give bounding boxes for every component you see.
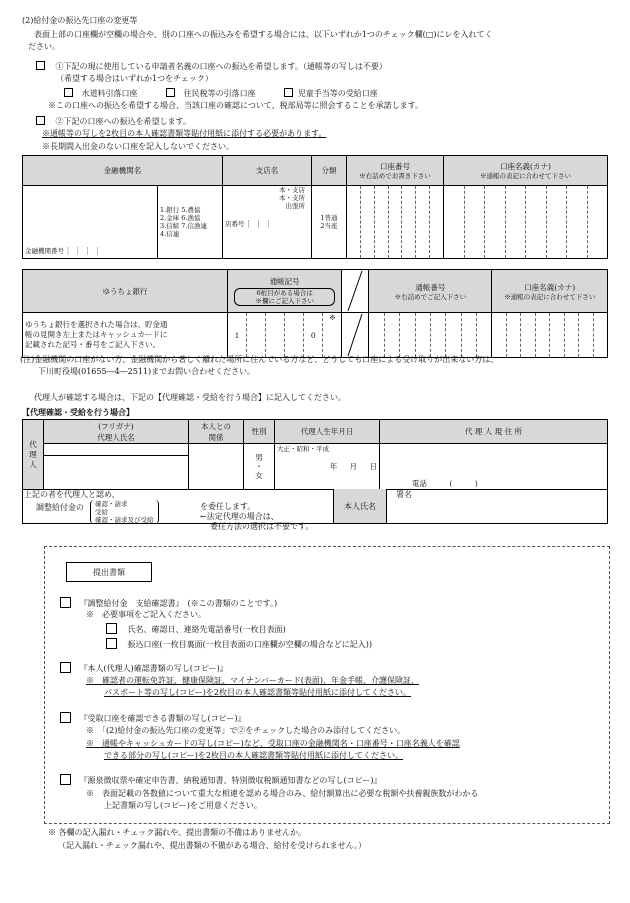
signature-field[interactable] xyxy=(386,489,606,523)
kigo-hint-1: 6桁目がある場合は xyxy=(256,288,313,297)
diagonal-line-2 xyxy=(342,313,368,357)
digit-box[interactable] xyxy=(431,313,446,357)
account-number-title: 口座番号 xyxy=(380,162,410,171)
class-cell[interactable] xyxy=(312,186,347,259)
delegate-both[interactable]: 確認・請求及び受給 xyxy=(95,516,154,524)
account-number-cell[interactable] xyxy=(347,186,444,259)
digit-box[interactable] xyxy=(477,313,491,357)
bank-name-header: 金融機関名 xyxy=(23,156,223,186)
kana-box[interactable] xyxy=(588,186,608,258)
kana-box[interactable] xyxy=(579,313,593,357)
choice-water-label: 水道料引落口座 xyxy=(81,89,138,98)
kana-box[interactable] xyxy=(521,313,535,357)
delegation-line-1: 上記の者を代理人と認め、 xyxy=(24,490,120,499)
delegation-options xyxy=(90,500,159,524)
branch-code-boxes: ┆┆┆ xyxy=(246,220,277,228)
option-1-row xyxy=(34,61,387,72)
agent-name-label: 代理人氏名 xyxy=(97,432,135,442)
doc-1-sub-2-row xyxy=(106,638,372,650)
kana-box[interactable] xyxy=(465,186,486,258)
yucho-holder-cell[interactable] xyxy=(492,313,608,358)
digit-box[interactable] xyxy=(446,313,461,357)
doc-4-note-1: ※ 表面記載の各数値について重大な相違を認める場合のみ、給付額算出に必要な税額や扶養親族数がわかる xyxy=(86,789,479,798)
branch-code-text: 店番号 xyxy=(225,220,245,228)
kana-box[interactable] xyxy=(567,186,588,258)
yucho-note-1: ゆうちょ銀行を選択された場合は、貯金通 xyxy=(25,320,168,329)
account-holder-header xyxy=(444,156,608,186)
yucho-header: ゆうちょ銀行 xyxy=(23,270,228,313)
agent-side-1: 代 xyxy=(29,439,37,449)
final-note-1: ※ 各欄の記入漏れ・チェック漏れや、提出書類の不備はありませんか。 xyxy=(48,828,307,837)
kana-box[interactable] xyxy=(565,313,579,357)
doc-1-sub-1-label: 氏名、確認日、連絡先電話番号(一枚目表面) xyxy=(127,625,286,634)
doc-1-title: 『調整給付金 支給確認書』 (※この書類のことです。) xyxy=(79,599,278,608)
kigo-digit-last: 0 xyxy=(304,313,323,357)
option-1-checkbox[interactable] xyxy=(36,61,45,70)
sex-separator: ・ xyxy=(255,462,263,471)
kana-box[interactable] xyxy=(550,313,564,357)
option-2-checkbox[interactable] xyxy=(36,116,45,125)
bank-kind-cell[interactable] xyxy=(158,186,223,259)
bank-code-boxes: ┆┆┆┆ xyxy=(66,247,106,255)
account-holder-cell[interactable] xyxy=(444,186,608,259)
choice-tax-checkbox[interactable] xyxy=(166,88,175,97)
doc-1-checkbox[interactable] xyxy=(60,597,71,608)
choice-tax-label: 住民税等の引落口座 xyxy=(183,89,256,98)
yucho-number-header xyxy=(369,270,492,313)
yucho-holder-header xyxy=(492,270,608,313)
kigo-digit[interactable] xyxy=(247,313,266,357)
delegation-right-2: ←法定代理の場合は、 xyxy=(200,512,279,521)
doc-1-sub-1-checkbox[interactable] xyxy=(106,623,117,634)
option-1-label: ①下記の現に使用している申請者名義の口座への振込を希望します。（通帳等の写しは不要） xyxy=(55,62,387,71)
agent-intro: 代理人が確認する場合は、下記の【代理確認・受給を行う場合】に記入してください。 xyxy=(34,393,346,402)
address-header: 代 理 人 現 住 所 xyxy=(380,420,608,444)
choice-water-checkbox[interactable] xyxy=(64,88,73,97)
year-label: 年 xyxy=(329,462,338,471)
choice-child-label: 児童手当等の受給口座 xyxy=(297,89,378,98)
doc-2-note-2: パスポート等の写し(コピー)を2枚目の本人確認書類等貼付用紙に添付してください。 xyxy=(104,688,412,697)
agent-table xyxy=(22,419,608,490)
sex-header: 性別 xyxy=(244,420,275,444)
doc-3-title: 『受取口座を確認できる書類の写し(コピー)』 xyxy=(79,714,246,723)
documents-label: 提出書類 xyxy=(93,567,125,577)
relation-field[interactable] xyxy=(189,444,244,490)
era-options: 大正・昭和・平成 xyxy=(277,445,329,453)
digit-box[interactable] xyxy=(430,186,443,258)
doc-item-3 xyxy=(60,712,245,724)
digit-box[interactable] xyxy=(416,186,430,258)
doc-4-note-2: 上記書類の写し(コピー)をご用意ください。 xyxy=(104,801,262,810)
kigo-header xyxy=(228,270,342,313)
branch-kind-2: 本・支所 xyxy=(279,194,305,202)
option-2-note-1: ※通帳等の写しを2枚目の本人確認書類等貼付用紙に添付する必要があります。 xyxy=(42,129,327,138)
digit-box[interactable] xyxy=(389,186,403,258)
intro-line-2: ださい。 xyxy=(28,42,60,51)
digit-box[interactable] xyxy=(462,313,477,357)
yucho-number-hint: ※右詰めでご記入下さい xyxy=(394,292,467,301)
digit-box[interactable] xyxy=(402,186,416,258)
account-number-header xyxy=(347,156,444,186)
kigo-digit[interactable] xyxy=(266,313,285,357)
diagonal-line xyxy=(342,270,368,312)
bank-kind-2: 2.金庫 6.漁協 xyxy=(160,214,201,222)
kigo-hint-box xyxy=(234,288,335,306)
bank-account-table xyxy=(22,155,608,259)
birth-header: 代理人生年月日 xyxy=(275,420,380,444)
doc-item-1 xyxy=(60,597,277,609)
digit-box[interactable] xyxy=(375,186,389,258)
sex-male[interactable]: 男 xyxy=(255,453,263,462)
doc-1-sub-1-row xyxy=(106,623,286,635)
account-holder-hint: ※通帳の表記に合わせて下さい xyxy=(480,172,571,180)
yucho-note-3: 記載された記号・番号をご記入下さい。 xyxy=(25,340,160,349)
branch-cell[interactable] xyxy=(223,186,312,259)
sex-field[interactable] xyxy=(244,444,275,490)
kana-box[interactable] xyxy=(492,313,506,357)
account-number-hint: ※右詰めでお書き下さい xyxy=(359,172,431,180)
furigana-field[interactable] xyxy=(44,444,189,456)
kana-box[interactable] xyxy=(507,313,521,357)
bank-kind-3: 3.信組 7.信漁連 xyxy=(160,222,207,230)
documents-label-box xyxy=(66,562,152,582)
tel-label: 電話 xyxy=(412,479,427,488)
delegation-label: 調整給付金の xyxy=(36,503,84,512)
furigana-label: (フリガナ) xyxy=(98,421,134,431)
yucho-note-2: 帳の見開き左上またはキャッシュカードに xyxy=(25,330,168,339)
doc-3-note-1: ※ 「(2)給付金の振込先口座の変更等」で②をチェックした場合のみ添付してください。 xyxy=(86,726,406,735)
relation-label-2: 関係 xyxy=(208,432,224,442)
doc-2-title: 『本人(代理人)確認書類の写し(コピー)』 xyxy=(79,664,228,673)
agent-heading: 【代理確認・受給を行う場合】 xyxy=(22,407,134,417)
branch-kind-3: 出張所 xyxy=(285,202,305,210)
digit-box[interactable] xyxy=(369,313,384,357)
doc-4-title: 『源泉徴収票や確定申告書、納税通知書、特別徴収税額通知書などの写し(コピー)』 xyxy=(79,776,382,785)
class-ordinary: 1普通 xyxy=(320,214,338,222)
account-holder-title: 口座名義(カナ) xyxy=(500,162,551,171)
doc-1-sub-2-checkbox[interactable] xyxy=(106,638,117,649)
delegate-receive[interactable]: 受給 xyxy=(95,508,108,516)
doc-item-4 xyxy=(60,774,381,786)
doc-4-checkbox[interactable] xyxy=(60,774,71,785)
relation-label-1: 本人との xyxy=(201,421,231,431)
kigo-digits xyxy=(228,313,341,357)
yucho-number-title: 通帳番号 xyxy=(415,282,446,292)
agent-side-2: 理 xyxy=(29,449,37,459)
kigo-title: 通帳記号 xyxy=(269,276,300,286)
bank-kind-4: 4.信連 xyxy=(160,230,180,238)
doc-3-note-2: ※ 通帳やキャッシュカードの写し(コピー)など、受取口座の金融機関名・口座番号・口座名義人を確認 xyxy=(86,739,460,748)
bank-kind-1: 1.銀行 5.農協 xyxy=(160,206,201,214)
birth-field[interactable] xyxy=(275,444,380,490)
final-note-2: （記入漏れ・チェック漏れや、提出書類の不備がある場合、給付を受けられません。） xyxy=(58,841,367,850)
doc-2-checkbox[interactable] xyxy=(60,662,71,673)
birth-ymd xyxy=(277,461,377,472)
kana-box[interactable] xyxy=(536,313,550,357)
yucho-number-digits xyxy=(369,313,491,357)
diagonal-cell-2 xyxy=(342,313,369,358)
digit-box[interactable] xyxy=(361,186,375,258)
tel-area-code[interactable]: ( ) xyxy=(449,479,478,488)
yucho-holder-boxes xyxy=(492,313,607,357)
option-1-note: ※この口座への振込を希望する場合、当該口座の確認について、税部局等に照会することを承諾します。 xyxy=(48,101,424,110)
kigo-cell[interactable] xyxy=(228,313,342,358)
relation-header xyxy=(189,420,244,444)
section-title: (2)給付金の振込先口座の変更等 xyxy=(22,16,138,25)
agent-name-field[interactable] xyxy=(44,456,189,490)
diagonal-cell xyxy=(342,270,369,313)
digit-box[interactable] xyxy=(400,313,415,357)
option-2-label: ②下記の口座への振込を希望します。 xyxy=(55,117,191,126)
bank-code-text: 金融機関番号 xyxy=(25,247,64,255)
day-label: 日 xyxy=(369,462,377,471)
choice-child-checkbox[interactable] xyxy=(284,88,293,97)
option-2-note-2: ※長期間入出金のない口座を記入しないでください。 xyxy=(42,142,234,151)
option-2-row xyxy=(34,116,191,127)
class-current: 2当座 xyxy=(320,222,338,230)
option-1-hint: （希望する場合はいずれか1つをチェック） xyxy=(56,74,213,83)
bank-code-label xyxy=(25,247,155,258)
yucho-holder-title: 口座名義(カナ) xyxy=(524,282,576,292)
delegation-right-3: 委任方法の選択は不要です。 xyxy=(210,522,314,531)
digit-box[interactable] xyxy=(385,313,400,357)
kana-box[interactable] xyxy=(547,186,568,258)
address-field[interactable] xyxy=(380,444,608,490)
kana-box[interactable] xyxy=(594,313,607,357)
delegate-confirm[interactable]: 確認・請求 xyxy=(95,500,128,508)
yucho-number-cell[interactable] xyxy=(369,313,492,358)
digit-box[interactable] xyxy=(347,186,361,258)
option-1-choices xyxy=(62,88,378,99)
bank-name-cell[interactable] xyxy=(23,186,158,259)
kana-box[interactable] xyxy=(444,186,465,258)
kigo-digit-first: 1 xyxy=(228,313,247,357)
branch-header: 支店名 xyxy=(223,156,312,186)
doc-3-note-3: できる部分の写し(コピー)を2枚目の本人確認書類等貼付用紙に添付してください。 xyxy=(104,751,404,760)
agent-name-header xyxy=(44,420,189,444)
doc-1-note-1: ※ 必要事項をご記入ください。 xyxy=(86,610,206,619)
sex-female[interactable]: 女 xyxy=(255,471,263,480)
yucho-account-table xyxy=(22,269,608,358)
principal-name-header xyxy=(333,489,387,523)
branch-kind-1: 本・支店 xyxy=(279,186,305,194)
kana-box[interactable] xyxy=(485,186,506,258)
intro-line-1: 表面上部の口座欄が空欄の場合や、別の口座への振込みを希望する場合には、以下いずれか1つのチェック欄(□)にレを入れてく xyxy=(34,30,493,39)
yucho-holder-hint: ※通帳の表記に合わせて下さい xyxy=(504,292,596,301)
class-header: 分類 xyxy=(312,156,347,186)
signature-label: 署名 xyxy=(396,490,412,499)
account-number-digits xyxy=(347,186,443,258)
doc-2-note-1: ※ 確認者の運転免許証、健康保険証、マイナンバーカード(表面)、年金手帳、介護保険証、 xyxy=(86,676,419,685)
caution-line-2: 下川町役場(01655―4―2511)までお問い合わせください。 xyxy=(38,367,256,376)
doc-3-checkbox[interactable] xyxy=(60,712,71,723)
agent-side-label xyxy=(23,420,44,490)
kigo-digit[interactable] xyxy=(285,313,304,357)
account-holder-boxes xyxy=(444,186,607,258)
month-label: 月 xyxy=(349,462,358,471)
principal-name-label: 本人氏名 xyxy=(344,501,376,511)
agent-side-3: 人 xyxy=(29,459,37,469)
kigo-hint-2: ※欄にご記入下さい xyxy=(255,296,314,305)
kigo-star[interactable]: ※ xyxy=(329,313,336,322)
branch-code-label xyxy=(225,220,309,228)
digit-box[interactable] xyxy=(416,313,431,357)
doc-item-2 xyxy=(60,662,228,674)
kana-box[interactable] xyxy=(506,186,527,258)
doc-1-sub-2-label: 振込口座(一枚目裏面(一枚目表面の口座欄が空欄の場合などに記入)) xyxy=(127,640,373,649)
yucho-note-cell xyxy=(23,313,228,358)
delegation-right-1: を委任します。 xyxy=(200,502,256,511)
caution-line-1: (注)金融機関の口座がない方、金融機関から著しく離れた場所に住んでいる方など、どうしても口座による受け取りが出来ない方は、 xyxy=(20,355,499,364)
kana-box[interactable] xyxy=(526,186,547,258)
